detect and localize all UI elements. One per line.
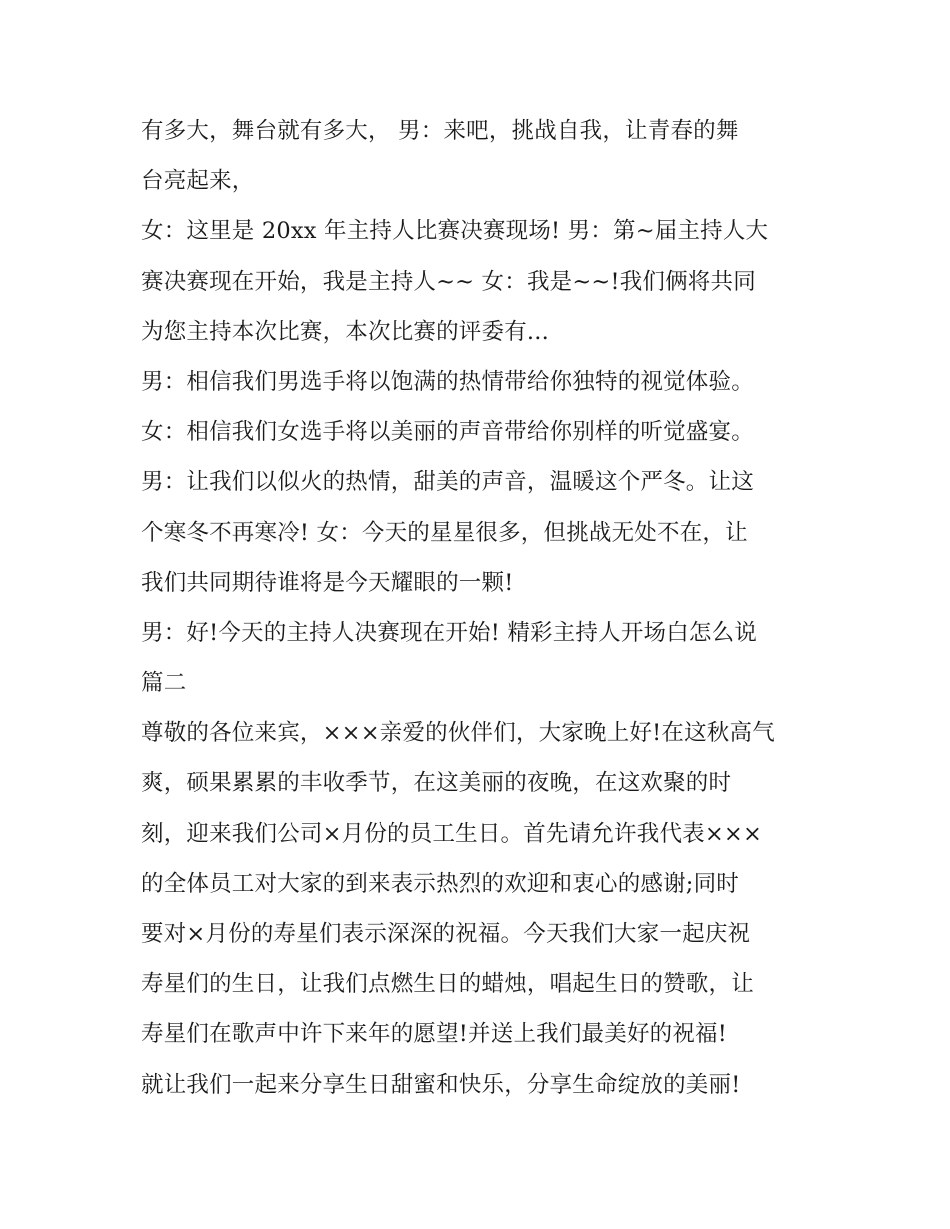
text-line: 有多大，舞台就有多大， 男：来吧，挑战自我，让青春的舞 bbox=[141, 118, 739, 144]
body-text bbox=[141, 106, 831, 1110]
text-line: 男：好!今天的主持人决赛现在开始! 精彩主持人开场白怎么说 bbox=[141, 619, 758, 646]
text-line: 要对×月份的寿星们表示深深的祝福。今天我们大家一起庆祝 bbox=[141, 921, 751, 947]
text-line: 寿星们的生日，让我们点燃生日的蜡烛，唱起生日的赞歌，让 bbox=[141, 971, 754, 998]
text-line: 就让我们一起来分享生日甜蜜和快乐，分享生命绽放的美丽! bbox=[141, 1071, 741, 1098]
text-line: 个寒冬不再寒冷! 女：今天的星星很多，但挑战无处不在，让 bbox=[141, 519, 748, 546]
text-line: 赛决赛现在开始，我是主持人~~ 女：我是~~!我们俩将共同 bbox=[141, 268, 756, 295]
text-line: 男：相信我们男选手将以饱满的热情带给你独特的视觉体验。 bbox=[141, 368, 754, 395]
section-heading: 篇二 bbox=[141, 670, 187, 697]
text-line: 我们共同期待谁将是今天耀眼的一颗! bbox=[141, 569, 514, 596]
text-line: 女：相信我们女选手将以美丽的声音带给你别样的听觉盛宴。 bbox=[141, 419, 754, 446]
text-line: 寿星们在歌声中许下来年的愿望!并送上我们最美好的祝福! bbox=[141, 1021, 727, 1048]
text-line: 为您主持本次比赛，本次比赛的评委有... bbox=[141, 318, 549, 345]
text-line: 的全体员工对大家的到来表示热烈的欢迎和衷心的感谢;同时 bbox=[141, 870, 739, 897]
text-line: 女：这里是 20xx 年主持人比赛决赛现场! 男：第~届主持人大 bbox=[141, 218, 769, 245]
text-line: 尊敬的各位来宾，×××亲爱的伙伴们，大家晚上好!在这秋高气 bbox=[141, 720, 775, 747]
text-line: 男：让我们以似火的热情，甜美的声音，温暖这个严冬。让这 bbox=[141, 469, 754, 496]
text-line: 爽，硕果累累的丰收季节，在这美丽的夜晚，在这欢聚的时 bbox=[141, 770, 732, 797]
text-line: 刻，迎来我们公司×月份的员工生日。首先请允许我代表××× bbox=[141, 820, 763, 847]
text-line: 台亮起来， bbox=[141, 168, 255, 195]
